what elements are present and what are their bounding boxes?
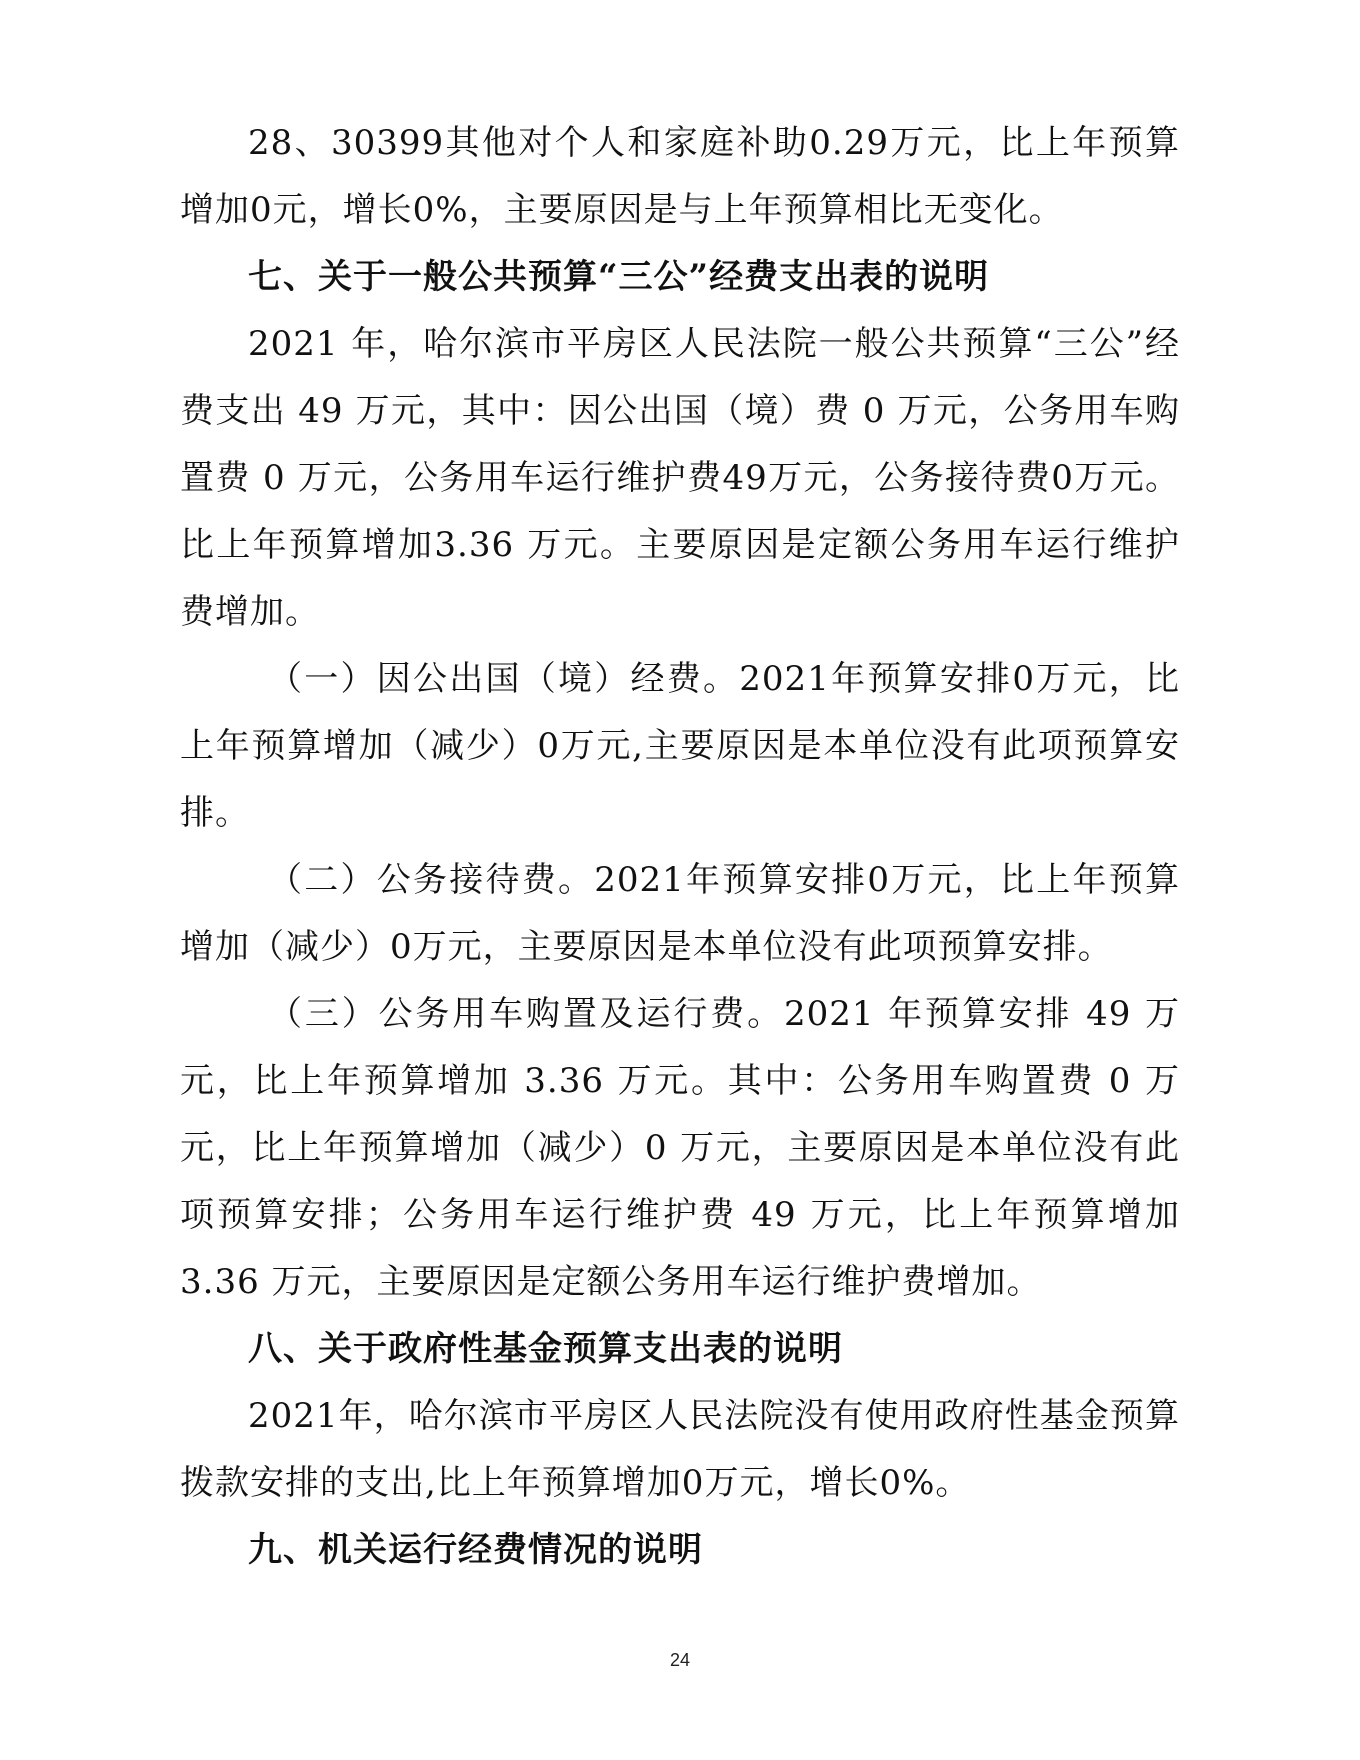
- paragraph-other-subsidy: 28、30399其他对个人和家庭补助0.29万元，比上年预算增加0元，增长0%，主要原因是与上年预算相比无变化。: [180, 123, 1180, 230]
- paragraph-official-vehicles: （三）公务用车购置及运行费。2021 年预算安排 49 万元，比上年预算增加 3.36 万元。其中：公务用车购置费 0 万元，比上年预算增加（减少）0 万元，主要原因是本单位没有此项预算安排；公务用车运行维护费 49 万元，比上年预算增加 3.36 万元，主要原因是定额公务用车运行维护费增加。: [180, 994, 1180, 1302]
- section-heading-three-public-expenses: 七、关于一般公共预算“三公”经费支出表的说明: [248, 257, 990, 297]
- paragraph-government-fund: 2021年，哈尔滨市平房区人民法院没有使用政府性基金预算拨款安排的支出,比上年预算增加0万元，增长0%。: [180, 1396, 1180, 1503]
- section-heading-government-fund: 八、关于政府性基金预算支出表的说明: [248, 1329, 843, 1369]
- paragraph-official-reception: （二）公务接待费。2021年预算安排0万元，比上年预算增加（减少）0万元，主要原因是本单位没有此项预算安排。: [180, 860, 1180, 967]
- document-body: [180, 110, 1180, 1584]
- paragraph-three-public-summary: 2021 年，哈尔滨市平房区人民法院一般公共预算“三公”经费支出 49 万元，其中：因公出国（境）费 0 万元，公务用车购置费 0 万元，公务用车运行维护费49万元，公务接待费0万元。比上年预算增加3.36 万元。主要原因是定额公务用车运行维护费增加。: [180, 324, 1180, 632]
- page-number: 24: [669, 1650, 691, 1670]
- paragraph-overseas-travel: （一）因公出国（境）经费。2021年预算安排0万元，比上年预算增加（减少）0万元,主要原因是本单位没有此项预算安排。: [180, 659, 1180, 833]
- section-heading-operating-expenses: 九、机关运行经费情况的说明: [248, 1530, 703, 1570]
